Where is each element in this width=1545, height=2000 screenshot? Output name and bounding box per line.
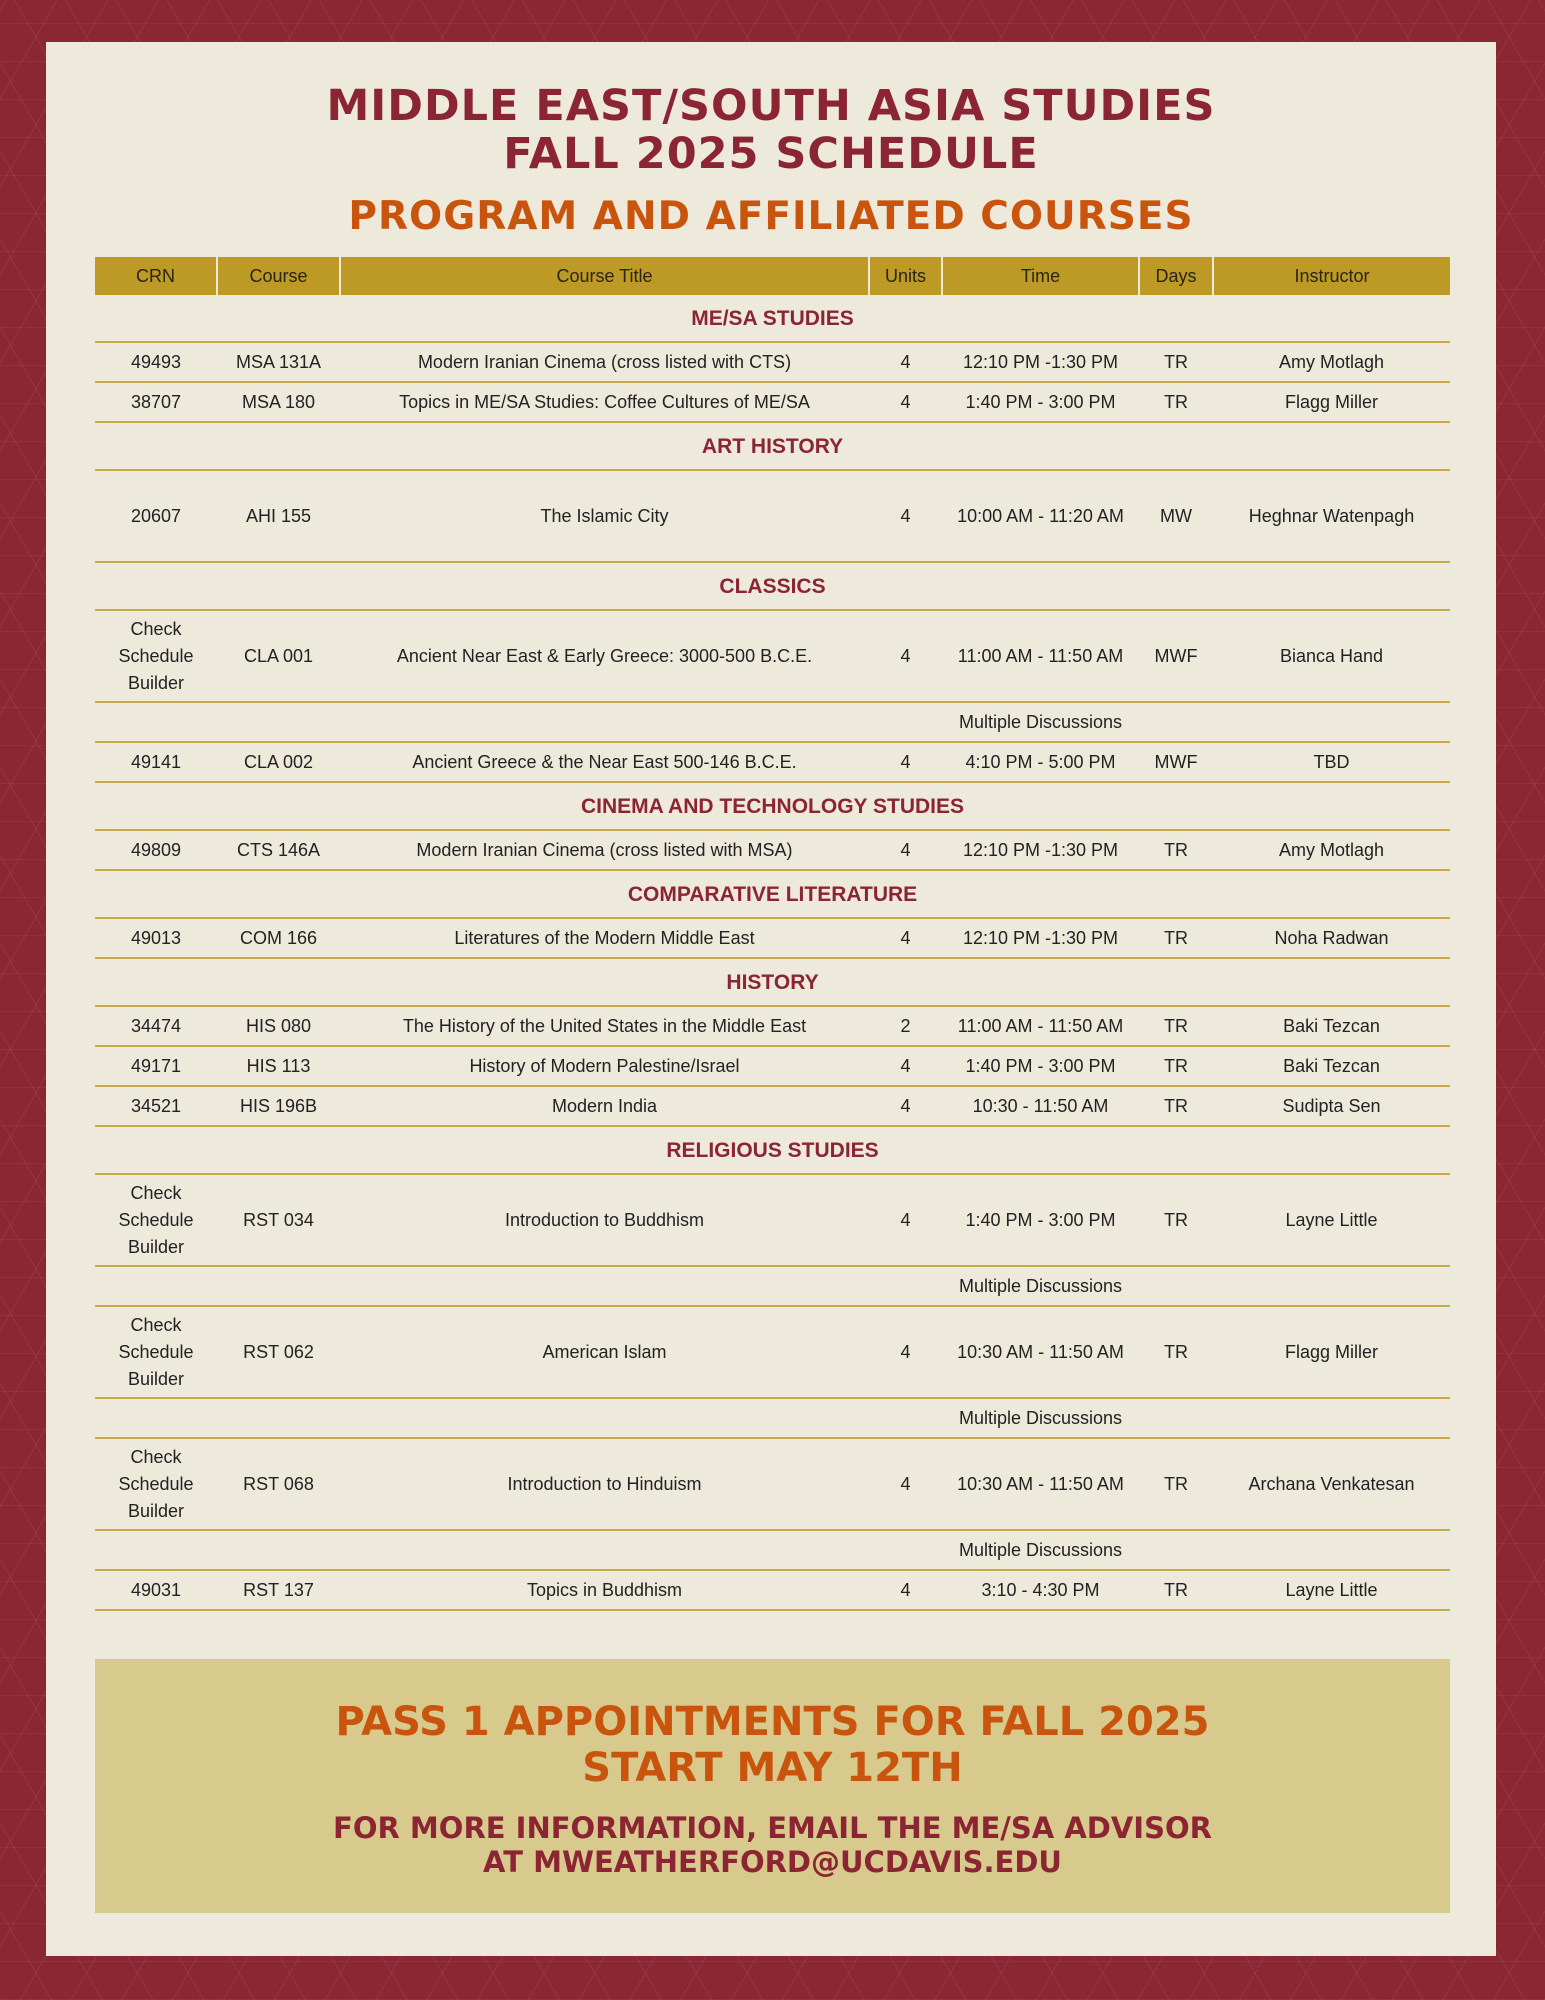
cell-days: TR xyxy=(1139,1086,1213,1126)
column-header-course-title: Course Title xyxy=(340,257,869,295)
section-header-row xyxy=(95,1126,1450,1174)
column-header-course: Course xyxy=(217,257,340,295)
cell-crn: 49013 xyxy=(95,918,217,958)
cell-days: TR xyxy=(1139,830,1213,870)
table-row xyxy=(95,1006,1450,1046)
table-row xyxy=(95,1086,1450,1126)
cell-days: TR xyxy=(1139,1006,1213,1046)
cell-instructor: Baki Tezcan xyxy=(1213,1006,1450,1046)
page-title: MIDDLE EAST/SOUTH ASIA STUDIES xyxy=(326,81,1216,131)
cell-title: Ancient Greece & the Near East 500-146 B.C.E. xyxy=(340,742,869,782)
empty-cell xyxy=(217,1266,340,1306)
empty-cell xyxy=(217,1398,340,1438)
cell-instructor: Flagg Miller xyxy=(1213,382,1450,422)
course-table xyxy=(95,257,1450,1611)
cell-days: TR xyxy=(1139,342,1213,382)
table-header-row xyxy=(95,257,1450,295)
section-title: ART HISTORY xyxy=(95,422,1450,470)
empty-cell xyxy=(95,702,217,742)
cell-course: CLA 002 xyxy=(217,742,340,782)
empty-cell xyxy=(869,702,942,742)
cell-instructor: Archana Venkatesan xyxy=(1213,1438,1450,1530)
cell-title: Introduction to Hinduism xyxy=(340,1438,869,1530)
cell-title: Modern Iranian Cinema (cross listed with MSA) xyxy=(340,830,869,870)
column-header-days: Days xyxy=(1139,257,1213,295)
cell-title: American Islam xyxy=(340,1306,869,1398)
cell-days: MWF xyxy=(1139,742,1213,782)
empty-cell xyxy=(95,1398,217,1438)
cell-units: 4 xyxy=(869,830,942,870)
table-row xyxy=(95,1438,1450,1530)
cell-units: 4 xyxy=(869,1438,942,1530)
cell-instructor: Layne Little xyxy=(1213,1174,1450,1266)
cell-days: MWF xyxy=(1139,610,1213,702)
cell-time: 12:10 PM -1:30 PM xyxy=(942,830,1139,870)
cell-crn: 49171 xyxy=(95,1046,217,1086)
column-header-units: Units xyxy=(869,257,942,295)
table-row xyxy=(95,1046,1450,1086)
section-header-row xyxy=(95,562,1450,610)
cell-units: 4 xyxy=(869,1306,942,1398)
section-header-row xyxy=(95,295,1450,342)
cell-instructor: TBD xyxy=(1213,742,1450,782)
table-row xyxy=(95,470,1450,562)
cell-time: 11:00 AM - 11:50 AM xyxy=(942,610,1139,702)
cell-units: 4 xyxy=(869,1570,942,1610)
cell-time: 1:40 PM - 3:00 PM xyxy=(942,382,1139,422)
cell-instructor: Noha Radwan xyxy=(1213,918,1450,958)
cell-instructor: Amy Motlagh xyxy=(1213,830,1450,870)
discussion-row xyxy=(95,1530,1450,1570)
cell-title: Topics in Buddhism xyxy=(340,1570,869,1610)
cell-units: 4 xyxy=(869,1046,942,1086)
banner-contact-text: FOR MORE INFORMATION, EMAIL THE ME/SA ADVISOR xyxy=(333,1811,1212,1845)
empty-cell xyxy=(1213,702,1450,742)
section-title: CLASSICS xyxy=(95,562,1450,610)
cell-crn: 49493 xyxy=(95,342,217,382)
cell-days: TR xyxy=(1139,1570,1213,1610)
cell-time: 4:10 PM - 5:00 PM xyxy=(942,742,1139,782)
section-header-row xyxy=(95,422,1450,470)
cell-instructor: Flagg Miller xyxy=(1213,1306,1450,1398)
column-header-instructor: Instructor xyxy=(1213,257,1450,295)
discussion-note: Multiple Discussions xyxy=(942,1266,1139,1306)
discussion-row xyxy=(95,1398,1450,1438)
section-header-row xyxy=(95,870,1450,918)
cell-days: TR xyxy=(1139,918,1213,958)
cell-units: 4 xyxy=(869,1086,942,1126)
cell-course: CLA 001 xyxy=(217,610,340,702)
cell-units: 4 xyxy=(869,610,942,702)
empty-cell xyxy=(869,1398,942,1438)
cell-instructor: Sudipta Sen xyxy=(1213,1086,1450,1126)
cell-time: 10:30 - 11:50 AM xyxy=(942,1086,1139,1126)
empty-cell xyxy=(340,1398,869,1438)
cell-units: 4 xyxy=(869,742,942,782)
cell-days: MW xyxy=(1139,470,1213,562)
cell-title: The Islamic City xyxy=(340,470,869,562)
banner-headline: PASS 1 APPOINTMENTS FOR FALL 2025 xyxy=(335,1699,1210,1745)
empty-cell xyxy=(95,1530,217,1570)
cell-crn: 38707 xyxy=(95,382,217,422)
registration-banner xyxy=(95,1659,1450,1913)
cell-course: RST 068 xyxy=(217,1438,340,1530)
cell-instructor: Layne Little xyxy=(1213,1570,1450,1610)
empty-cell xyxy=(869,1266,942,1306)
cell-crn: 49031 xyxy=(95,1570,217,1610)
cell-crn: 34521 xyxy=(95,1086,217,1126)
empty-cell xyxy=(340,1530,869,1570)
cell-time: 1:40 PM - 3:00 PM xyxy=(942,1046,1139,1086)
cell-units: 4 xyxy=(869,470,942,562)
discussion-note: Multiple Discussions xyxy=(942,1398,1139,1438)
cell-time: 1:40 PM - 3:00 PM xyxy=(942,1174,1139,1266)
column-header-time: Time xyxy=(942,257,1139,295)
table-row xyxy=(95,382,1450,422)
empty-cell xyxy=(1139,702,1213,742)
empty-cell xyxy=(1213,1398,1450,1438)
cell-time: 10:30 AM - 11:50 AM xyxy=(942,1306,1139,1398)
cell-time: 3:10 - 4:30 PM xyxy=(942,1570,1139,1610)
section-title: RELIGIOUS STUDIES xyxy=(95,1126,1450,1174)
cell-crn: 49809 xyxy=(95,830,217,870)
cell-crn: 20607 xyxy=(95,470,217,562)
discussion-row xyxy=(95,1266,1450,1306)
empty-cell xyxy=(1139,1266,1213,1306)
cell-days: TR xyxy=(1139,1046,1213,1086)
empty-cell xyxy=(1213,1266,1450,1306)
cell-course: RST 062 xyxy=(217,1306,340,1398)
table-row xyxy=(95,610,1450,702)
cell-title: Ancient Near East & Early Greece: 3000-500 B.C.E. xyxy=(340,610,869,702)
cell-units: 4 xyxy=(869,918,942,958)
table-row xyxy=(95,918,1450,958)
table-row xyxy=(95,342,1450,382)
empty-cell xyxy=(340,702,869,742)
page-title-term: FALL 2025 SCHEDULE xyxy=(503,129,1039,179)
empty-cell xyxy=(1213,1530,1450,1570)
cell-days: TR xyxy=(1139,1438,1213,1530)
cell-instructor: Amy Motlagh xyxy=(1213,342,1450,382)
cell-time: 10:00 AM - 11:20 AM xyxy=(942,470,1139,562)
cell-title: Topics in ME/SA Studies: Coffee Cultures of ME/SA xyxy=(340,382,869,422)
page-subtitle: PROGRAM AND AFFILIATED COURSES xyxy=(348,194,1194,239)
cell-title: The History of the United States in the Middle East xyxy=(340,1006,869,1046)
cell-title: Modern Iranian Cinema (cross listed with CTS) xyxy=(340,342,869,382)
section-title: ME/SA STUDIES xyxy=(95,295,1450,342)
empty-cell xyxy=(1139,1530,1213,1570)
cell-time: 12:10 PM -1:30 PM xyxy=(942,342,1139,382)
schedule-flyer xyxy=(46,42,1496,1956)
cell-units: 4 xyxy=(869,342,942,382)
empty-cell xyxy=(217,702,340,742)
table-row xyxy=(95,1570,1450,1610)
discussion-note: Multiple Discussions xyxy=(942,702,1139,742)
cell-title: History of Modern Palestine/Israel xyxy=(340,1046,869,1086)
empty-cell xyxy=(340,1266,869,1306)
cell-crn: Check Schedule Builder xyxy=(95,1306,217,1398)
cell-crn: Check Schedule Builder xyxy=(95,610,217,702)
table-row xyxy=(95,830,1450,870)
cell-course: HIS 196B xyxy=(217,1086,340,1126)
cell-crn: Check Schedule Builder xyxy=(95,1438,217,1530)
table-row xyxy=(95,1306,1450,1398)
section-header-row xyxy=(95,958,1450,1006)
discussion-row xyxy=(95,702,1450,742)
empty-cell xyxy=(217,1530,340,1570)
cell-title: Literatures of the Modern Middle East xyxy=(340,918,869,958)
course-table-wrapper xyxy=(95,257,1450,1611)
cell-time: 10:30 AM - 11:50 AM xyxy=(942,1438,1139,1530)
cell-course: RST 034 xyxy=(217,1174,340,1266)
cell-time: 11:00 AM - 11:50 AM xyxy=(942,1006,1139,1046)
section-title: COMPARATIVE LITERATURE xyxy=(95,870,1450,918)
cell-days: TR xyxy=(1139,1174,1213,1266)
cell-crn: 49141 xyxy=(95,742,217,782)
cell-units: 4 xyxy=(869,382,942,422)
cell-instructor: Bianca Hand xyxy=(1213,610,1450,702)
banner-headline-date: START MAY 12TH xyxy=(582,1745,963,1791)
empty-cell xyxy=(869,1530,942,1570)
empty-cell xyxy=(1139,1398,1213,1438)
cell-days: TR xyxy=(1139,1306,1213,1398)
cell-crn: Check Schedule Builder xyxy=(95,1174,217,1266)
cell-course: MSA 180 xyxy=(217,382,340,422)
cell-course: CTS 146A xyxy=(217,830,340,870)
cell-instructor: Baki Tezcan xyxy=(1213,1046,1450,1086)
section-title: HISTORY xyxy=(95,958,1450,1006)
section-header-row xyxy=(95,782,1450,830)
cell-title: Introduction to Buddhism xyxy=(340,1174,869,1266)
course-table-body xyxy=(95,295,1450,1610)
cell-crn: 34474 xyxy=(95,1006,217,1046)
banner-contact-email: AT MWEATHERFORD@UCDAVIS.EDU xyxy=(483,1845,1062,1879)
discussion-note: Multiple Discussions xyxy=(942,1530,1139,1570)
table-row xyxy=(95,742,1450,782)
empty-cell xyxy=(95,1266,217,1306)
table-row xyxy=(95,1174,1450,1266)
section-title: CINEMA AND TECHNOLOGY STUDIES xyxy=(95,782,1450,830)
cell-course: MSA 131A xyxy=(217,342,340,382)
cell-course: HIS 080 xyxy=(217,1006,340,1046)
cell-course: COM 166 xyxy=(217,918,340,958)
cell-course: AHI 155 xyxy=(217,470,340,562)
cell-time: 12:10 PM -1:30 PM xyxy=(942,918,1139,958)
column-header-crn: CRN xyxy=(95,257,217,295)
cell-course: HIS 113 xyxy=(217,1046,340,1086)
cell-units: 4 xyxy=(869,1174,942,1266)
cell-units: 2 xyxy=(869,1006,942,1046)
cell-instructor: Heghnar Watenpagh xyxy=(1213,470,1450,562)
cell-title: Modern India xyxy=(340,1086,869,1126)
cell-course: RST 137 xyxy=(217,1570,340,1610)
cell-days: TR xyxy=(1139,382,1213,422)
